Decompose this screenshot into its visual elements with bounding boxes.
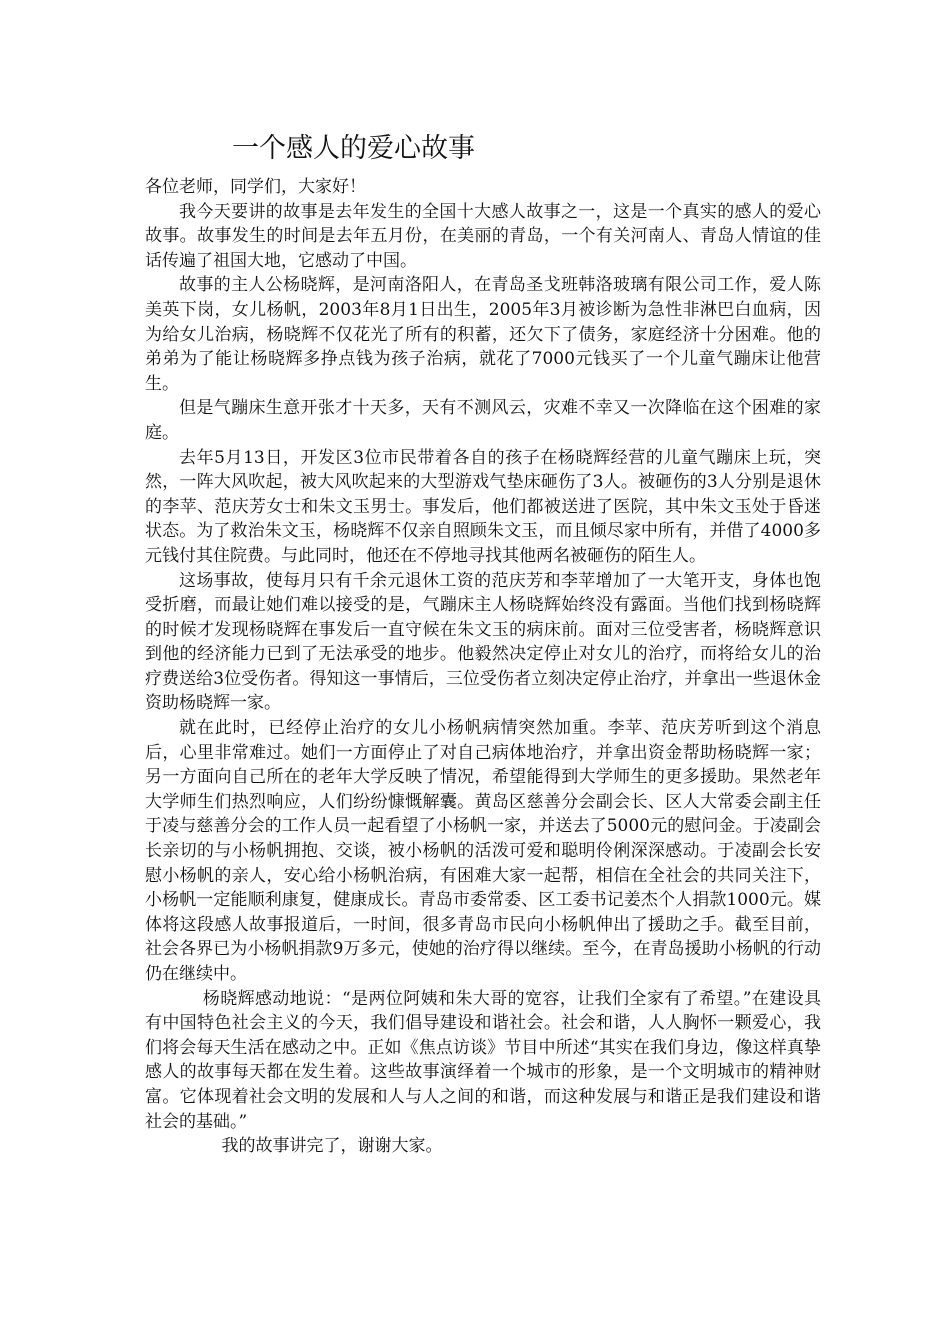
closing-line: 我的故事讲完了，谢谢大家。 bbox=[221, 1136, 443, 1157]
greeting-line: 各位老师，同学们，大家好！ bbox=[145, 177, 366, 197]
document-title: 一个感人的爱心故事 bbox=[232, 133, 475, 164]
paragraph-intro: 我今天要讲的故事是去年发生的全国十大感人故事之一，这是一个真实的感人的爱心故事。故事发生的时间是去年五月份，在美丽的青岛，一个有关河南人、青岛人情谊的佳话传遍了祖国大地，它感动了中国。 bbox=[145, 201, 821, 271]
paragraph-aftermath: 这场事故，使每月只有千余元退休工资的范庆芳和李苹增加了一大笔开支，身体也饱受折磨，而最让她们难以接受的是，气蹦床主人杨晓辉始终没有露面。当他们找到杨晓辉的时候才发现杨晓辉在事发后一直守候在朱文玉的病床前。面对三位受害者，杨晓辉意识到他的经济能力已到了无法承受的地步。他毅然决定停止对女儿的治疗，而将给女儿的治疗费送给3位受伤者。得知这一事情后，三位受伤者立刻决定停止治疗，并拿出一些退休金资助杨晓辉一家。 bbox=[145, 570, 821, 714]
document-body bbox=[145, 175, 821, 1159]
paragraph-accident: 去年5月13日，开发区3位市民带着各自的孩子在杨晓辉经营的儿童气蹦床上玩，突然，一阵大风吹起，被大风吹起来的大型游戏气垫床砸伤了3人。被砸伤的3人分别是退休的李苹、范庆芳女士和朱文玉男士。事发后，他们都被送进了医院，其中朱文玉处于昏迷状态。为了救治朱文玉，杨晓辉不仅亲自照顾朱文玉，而且倾尽家中所有，并借了4000多元钱付其住院费。与此同时，他还在不停地寻找其他两名被砸伤的陌生人。 bbox=[145, 447, 821, 566]
paragraph-support: 就在此时，已经停止治疗的女儿小杨帆病情突然加重。李苹、范庆芳听到这个消息后，心里非常难过。她们一方面停止了对自己病体地治疗，并拿出资金帮助杨晓辉一家；另一方面向自己所在的老年大学反映了情况，希望能得到大学师生的更多援助。果然老年大学师生们热烈响应，人们纷纷慷慨解囊。黄岛区慈善分会副会长、区人大常委会副主任于凌与慈善分会的工作人员一起看望了小杨帆一家，并送去了5000元的慰问金。于凌副会长亲切的与小杨帆拥抱、交谈，被小杨帆的活泼可爱和聪明伶俐深深感动。于凌副会长安慰小杨帆的亲人，安心给小杨帆治病，有困难大家一起帮，相信在全社会的共同关注下，小杨帆一定能顺利康复，健康成长。青岛市委常委、区工委书记姜杰个人捐款1000元。媒体将这段感人故事报道后，一时间，很多青岛市民向小杨帆伸出了援助之手。截至目前，社会各界已为小杨帆捐款9万多元，使她的治疗得以继续。至今，在青岛援助小杨帆的行动仍在继续中。 bbox=[145, 718, 821, 984]
paragraph-misfortune: 但是气蹦床生意开张才十天多，天有不测风云，灾难不幸又一次降临在这个困难的家庭。 bbox=[145, 398, 821, 443]
paragraph-conclusion: 杨晓辉感动地说：“是两位阿姨和朱大哥的宽容，让我们全家有了希望。”在建设具有中国特色社会主义的今天，我们倡导建设和谐社会。社会和谐，人人胸怀一颗爱心，我们将会每天生活在感动之中。正如《焦点访谈》节目中所述“其实在我们身边，像这样真挚感人的故事每天都在发生着。这些故事演绎着一个城市的形象，是一个文明城市的精神财富。它体现着社会文明的发展和人与人之间的和谐，而这种发展与和谐正是我们建设和谐社会的基础。” bbox=[145, 988, 821, 1132]
paragraph-protagonist: 故事的主人公杨晓辉，是河南洛阳人，在青岛圣戈班韩洛玻璃有限公司工作，爱人陈美英下岗，女儿杨帆，2003年8月1日出生，2005年3月被诊断为急性非淋巴白血病，因为给女儿治病，杨晓辉不仅花光了所有的积蓄，还欠下了债务，家庭经济十分困难。他的弟弟为了能让杨晓辉多挣点钱为孩子治病，就花了7000元钱买了一个儿童气蹦床让他营生。 bbox=[145, 275, 821, 394]
